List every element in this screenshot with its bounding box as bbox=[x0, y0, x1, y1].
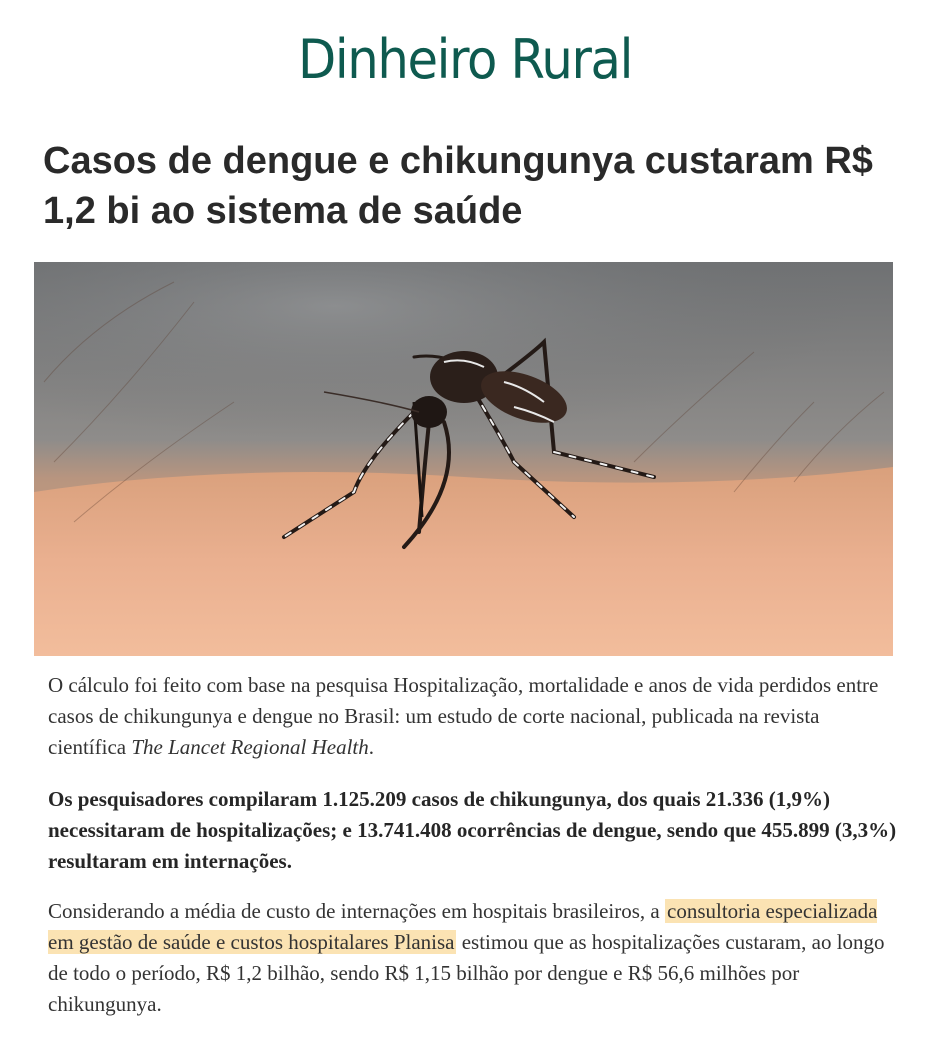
journal-name: The Lancet Regional Health bbox=[131, 735, 369, 759]
paragraph-3 bbox=[48, 896, 898, 1020]
brand-logo: Dinheiro Rural bbox=[297, 28, 633, 91]
article-photo bbox=[34, 262, 893, 656]
article-headline: Casos de dengue e chikungunya custaram R$ 1,2 bi ao sistema de saúde bbox=[43, 140, 873, 232]
paragraph-1-end: . bbox=[368, 735, 375, 759]
mosquito-on-skin-photo-icon bbox=[34, 262, 893, 656]
paragraph-3-after: estimou que as hospitalizações custaram, ao longo de todo o período, R$ 1,2 bilhão, sendo R$ 1,15 bilhão por dengue e R$ 56,6 milhões por chikungunya. bbox=[48, 930, 885, 1016]
paragraph-2: Os pesquisadores compilaram 1.125.209 casos de chikungunya, dos quais 21.336 (1,9%) necessitaram de hospitalizações; e 13.741.408 ocorrências de dengue, sendo que 455.899 (3,3%) resultaram em internações. bbox=[48, 787, 897, 873]
paragraph-3-before: Considerando a média de custo de internações em hospitais brasileiros, a bbox=[48, 899, 665, 923]
highlighted-text: consultoria especializada em gestão de saúde e custos hospitalares Planisa bbox=[48, 899, 878, 954]
paragraph-1-text: O cálculo foi feito com base na pesquisa Hospitalização, mortalidade e anos de vida perdidos entre casos de chikungunya e dengue no Brasil: um estudo de corte nacional, publicada na revista científica bbox=[48, 673, 879, 759]
paragraph-1 bbox=[48, 670, 898, 763]
